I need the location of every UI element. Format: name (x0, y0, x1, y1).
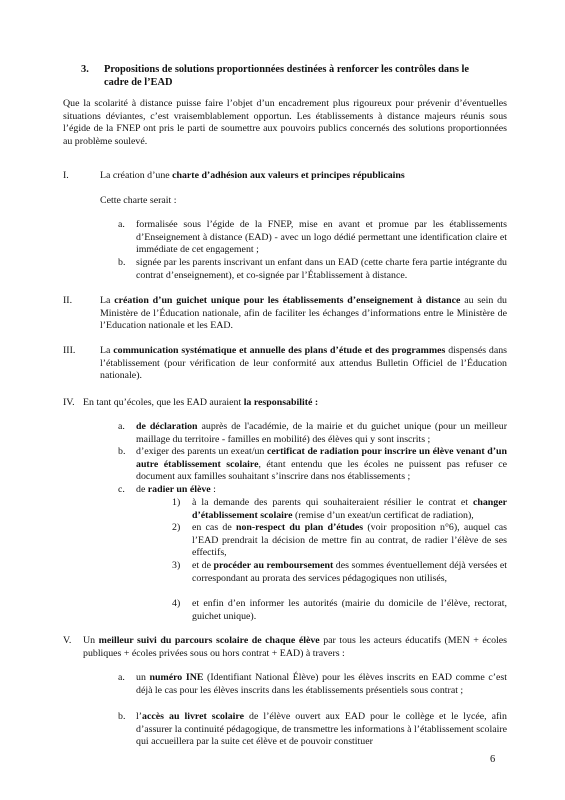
radiation-case-2-pre: en cas de (192, 522, 236, 533)
radiation-case-3-bold: procéder au remboursement (213, 560, 334, 571)
proposal-v-a-bold: numéro INE (149, 672, 204, 683)
proposal-i-bold: charte d’adhésion aux valeurs et principes républicains (172, 170, 405, 181)
proposal-iv-b-post: , étant entendu que les écoles ne puissent pas refuser ce document aux familles souhaitant s’inscrire dans nos établissements ; (136, 458, 507, 483)
proposal-v-b-text (136, 711, 507, 749)
proposal-iv-a-text (136, 421, 507, 446)
radiation-case-2-label: 2) (172, 522, 181, 533)
proposal-v-label: V. (63, 635, 72, 646)
proposal-iv-c-label: c. (118, 484, 125, 495)
proposal-iv-c-text (136, 484, 507, 497)
proposal-iv-b-bold: certificat de radiation pour inscrire un élève venant d’un autre établissement scolaire (136, 446, 508, 470)
radiation-case-4-label: 4) (172, 598, 181, 609)
proposal-v-b-bold: accès au livret scolaire (142, 711, 244, 722)
proposal-ii-pre: La (100, 295, 115, 306)
radiation-case-1-label: 1) (172, 497, 181, 508)
proposal-iv-a-label: a. (118, 421, 125, 432)
proposal-v-a-label: a. (118, 672, 125, 683)
proposal-iii-bold: communication systématique et annuelle des plans d’étude et des programmes (113, 345, 446, 356)
proposal-v-post: par tous les acteurs éducatifs (MEN + écoles publiques + écoles privées sous ou hors contrat + EAD) à travers : (83, 635, 507, 659)
radiation-case-2-bold: non-respect du plan d’études (235, 522, 364, 533)
proposal-v-pre: Un (83, 635, 99, 646)
proposal-ii-label: II. (63, 295, 73, 306)
proposal-i-pre: La création d’une (100, 170, 173, 181)
section-number: 3. (81, 64, 89, 75)
proposal-i-text (100, 170, 507, 183)
proposal-iv-b-label: b. (118, 446, 126, 457)
proposal-iv-text (83, 397, 507, 410)
section-title: Propositions de solutions proportionnées destinées à renforcer les contrôles dans le cadre de l’EAD (104, 64, 470, 89)
proposal-i-b-label: b. (118, 257, 126, 268)
proposal-i-a-label: a. (118, 219, 125, 230)
proposal-i-label: I. (63, 170, 69, 181)
proposal-iv-b-text (136, 446, 507, 484)
radiation-case-1-bold: changer d’établissement scolaire (192, 497, 507, 521)
radiation-case-3-label: 3) (172, 560, 181, 571)
proposal-v-b-label: b. (118, 711, 126, 722)
proposal-i-b-text: signée par les parents inscrivant un enfant dans un EAD (cette charte fera partie intégrante du contrat d’enseignement), et co-signée par l’Établissement à distance. (136, 257, 507, 281)
proposal-i-a-text: formalisée sous l’égide de la FNEP, mise en avant et promue par les établissements d’Enseignement à distance (EAD) - avec un logo dédié permettant une identification claire et immédiate de cet engagement ; (136, 219, 507, 256)
proposal-iv-c-bold: radier un élève (147, 484, 211, 495)
intro-paragraph: Que la scolarité à distance puisse faire l’objet d’un encadrement plus rigoureux pour prévenir d’éventuelles situations déviantes, c’est vraisemblablement opportun. Les établissements à distance majeurs réunis sous l’égide de la FNEP ont pris le parti de soumettre aux pouvoirs publics concernés des solutions proportionnées au problème soulevé. (63, 98, 507, 147)
proposal-v-a-post: (Identifiant National Élève) pour les élèves inscrits en EAD comme c’est déjà le cas pour les élèves inscrits dans les établissements présentiels sous contrat ; (136, 672, 508, 696)
proposal-iii-pre: La (100, 345, 114, 356)
proposal-iv-c-post: : (210, 484, 216, 495)
proposal-v-a-text (136, 672, 507, 697)
proposal-iii-text (100, 345, 507, 383)
radiation-case-4-text: et enfin d’en informer les autorités (mairie du domicile de l’élève, rectorat, guichet unique). (192, 598, 507, 622)
page-number: 6 (490, 754, 496, 765)
proposal-v-b-post: de l’élève ouvert aux EAD pour le collège et le lycée, afin d’assurer la continuité pédagogique, de transmettre les informations à l’établissement scolaire qui accueillera par la suite cet élève et de pouvoir constituer (136, 711, 507, 748)
proposal-iv-c-pre: de (136, 484, 148, 495)
proposal-ii-bold: création d’un guichet unique pour les établissements d’enseignement à distance (114, 295, 461, 306)
proposal-iii-label: III. (63, 345, 76, 356)
proposal-v-a-pre: un (136, 672, 150, 683)
proposal-v-bold: meilleur suivi du parcours scolaire de chaque élève (98, 635, 320, 646)
radiation-case-3-post: des sommes éventuellement déjà versées et correspondant au prorata des services pédagogiques non utilisés, (192, 560, 507, 584)
radiation-case-1-post: (remise d’un exeat/un certificat de radiation), (292, 509, 474, 521)
proposal-iv-a-bold: de déclaration (136, 421, 198, 432)
proposal-ii-post: au sein du Ministère de l’Éducation nationale, afin de faciliter les échanges d’informations entre le Ministère de l’Education nationale et les EAD. (100, 295, 507, 332)
proposal-v-text (83, 635, 507, 660)
radiation-case-1-pre: à la demande des parents qui souhaiteraient résilier le contrat et (192, 497, 473, 508)
radiation-case-3-text (192, 560, 507, 585)
proposal-iv-label: IV. (63, 397, 75, 408)
radiation-case-3-pre: et de (192, 560, 214, 571)
proposal-iv-b-pre: d’exiger des parents un exeat/un (136, 446, 267, 457)
charter-lead: Cette charte serait : (100, 195, 177, 206)
proposal-ii-text (100, 295, 507, 333)
radiation-case-1-text (192, 497, 507, 522)
proposal-iv-bold: la responsabilité : (243, 397, 319, 408)
proposal-iii-post: dispensés dans l’établissement (pour vérification de leur conformité aux attendus Bulletin Officiel de l’Éducation nationale). (100, 345, 508, 382)
radiation-case-2-post: (voir proposition n°6), auquel cas l’EAD prendrait la décision de mettre fin au contrat, de radier l’élève de ses effectifs, (192, 522, 508, 559)
proposal-iv-pre: En tant qu’écoles, que les EAD auraient (83, 397, 244, 408)
proposal-v-b-pre: l’ (136, 711, 143, 722)
radiation-case-2-text (192, 522, 507, 560)
proposal-iv-a-post: auprès de l'académie, de la mairie et du guichet unique (pour un meilleur maillage du territoire - familles en mobilité) des élèves qui y sont inscrits ; (136, 421, 507, 445)
